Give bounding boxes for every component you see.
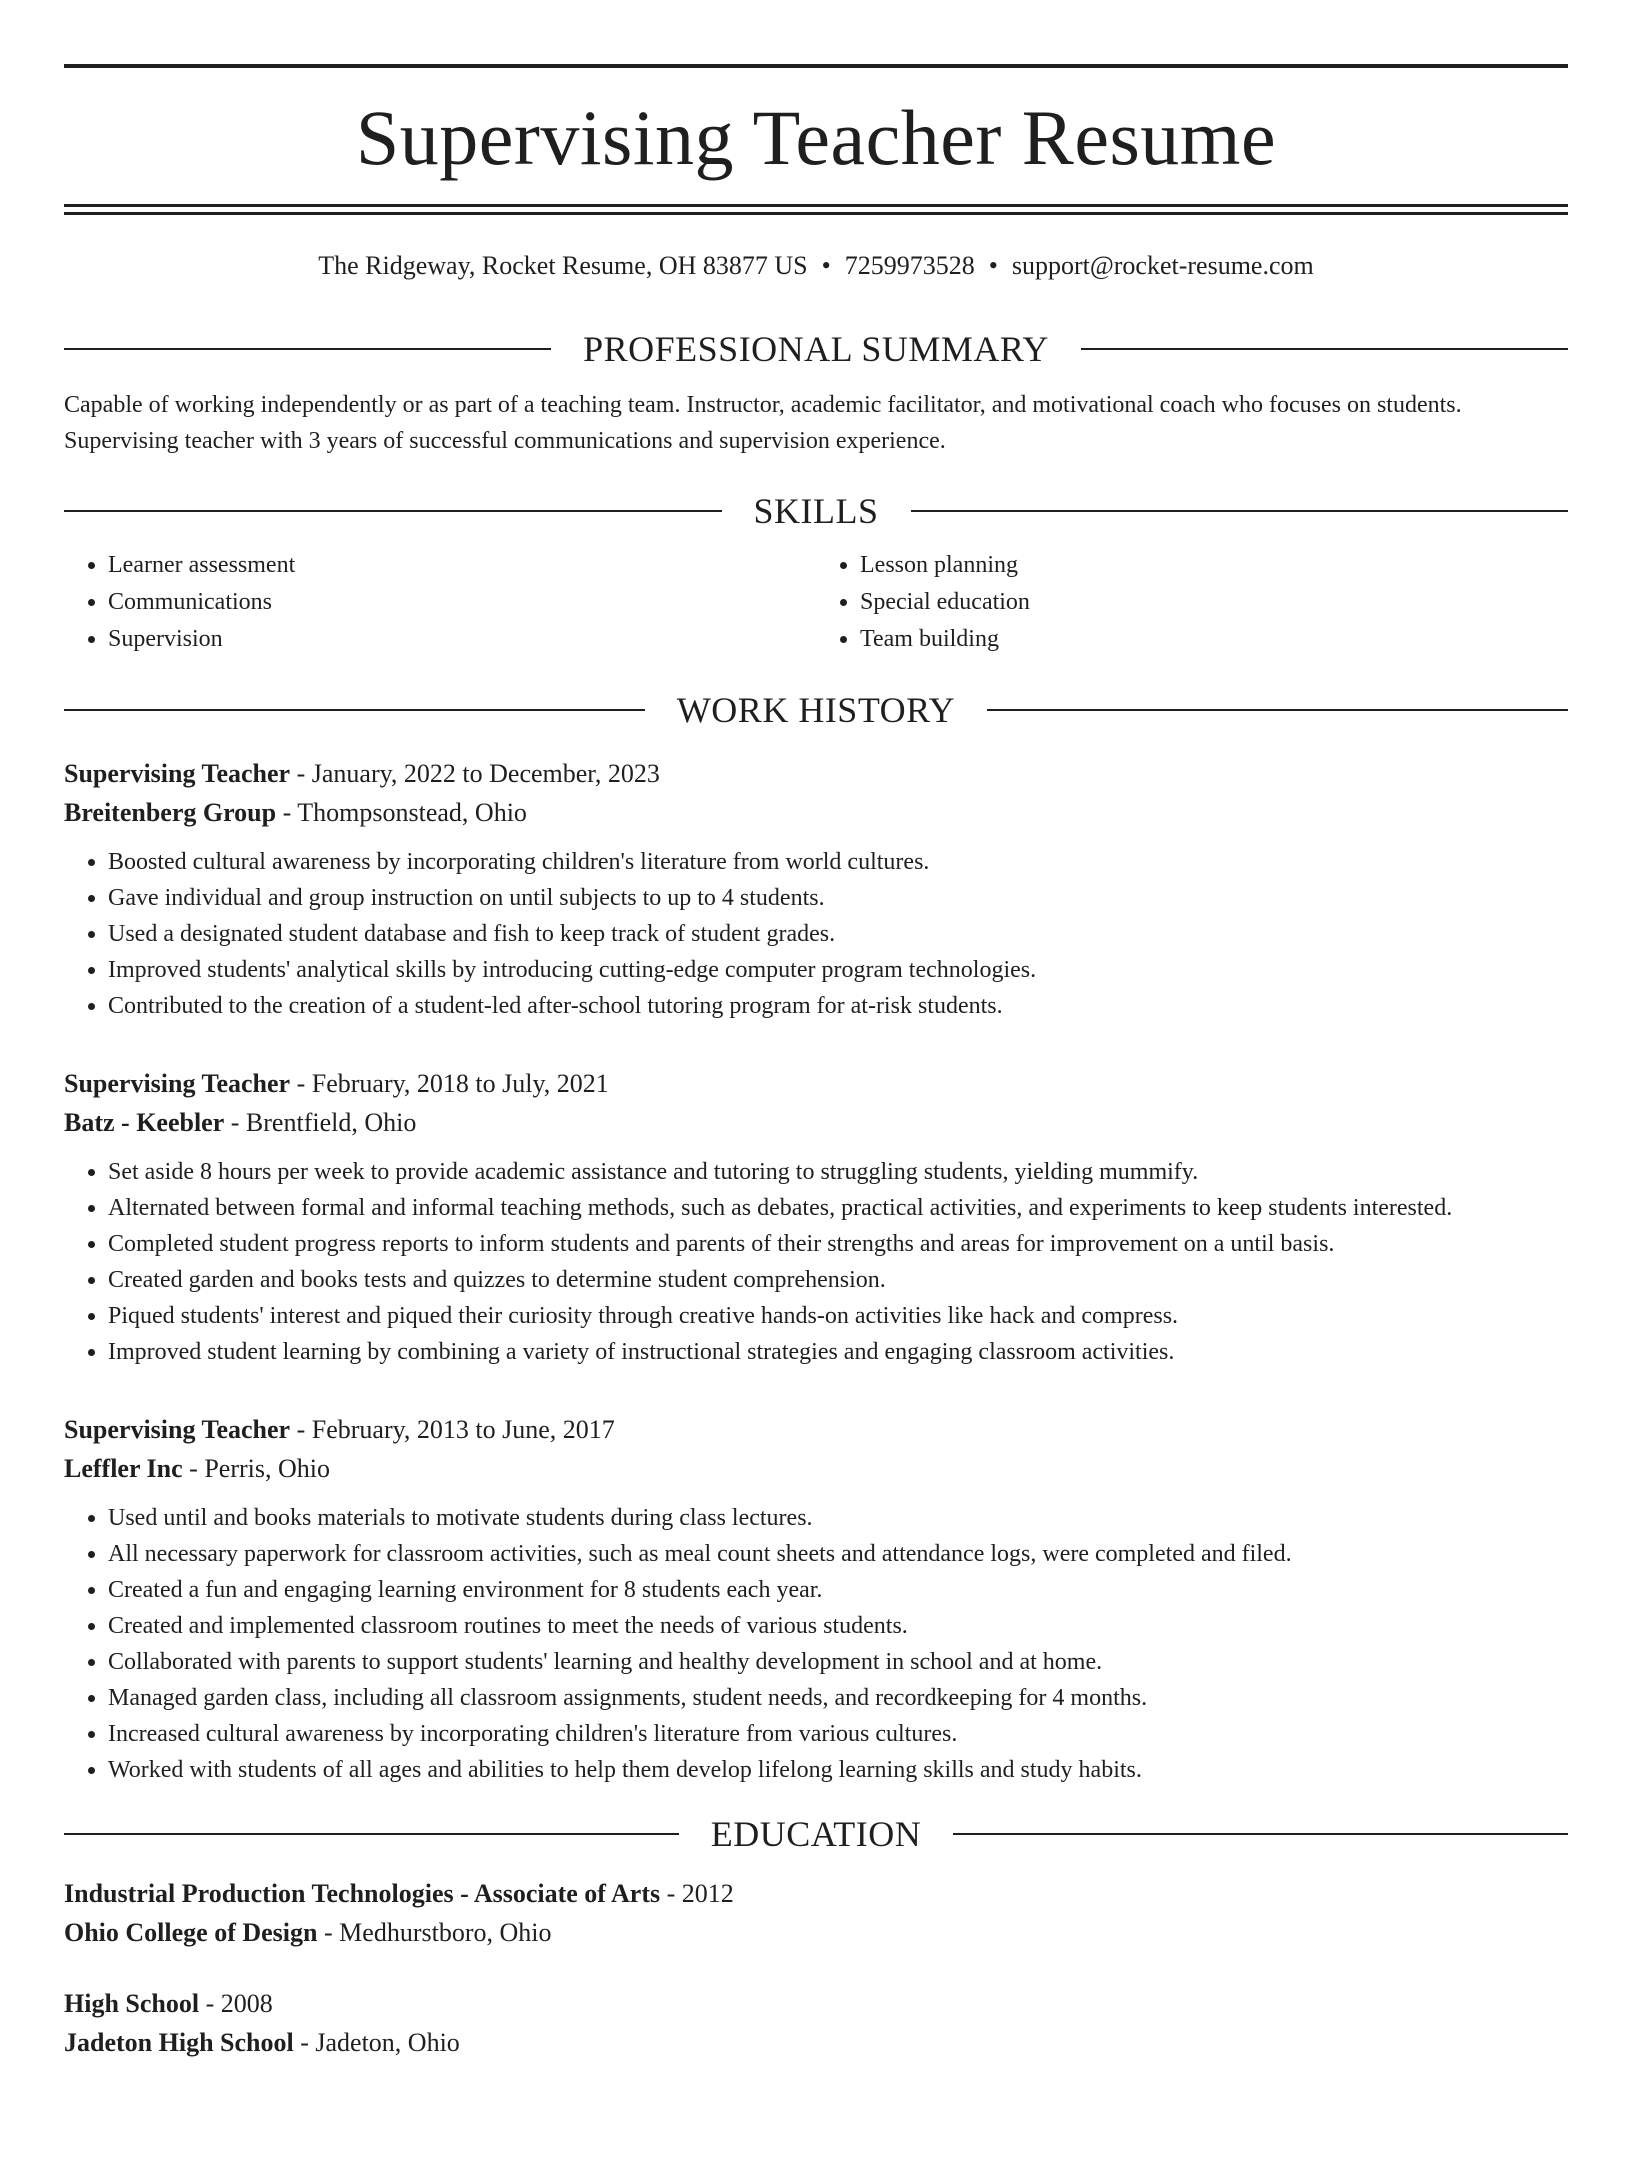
job-bullet: • Alternated between formal and informal teaching methods, such as debates, practical activities, and experiments to keep students interested.	[108, 1190, 1568, 1226]
section-rule	[64, 709, 645, 711]
job-location: - Thompsonstead, Ohio	[276, 798, 527, 827]
job-company-line	[64, 1449, 1568, 1488]
job-dates: - February, 2018 to July, 2021	[290, 1069, 609, 1098]
job-bullet: • Created garden and books tests and quizzes to determine student comprehension.	[108, 1262, 1568, 1298]
skill-item: • Supervision	[108, 621, 816, 658]
job-bullet: • Collaborated with parents to support students' learning and healthy development in school and at home.	[108, 1644, 1568, 1680]
job-company: Leffler Inc	[64, 1454, 183, 1483]
job-entry	[64, 754, 1568, 1024]
section-header-skills	[64, 489, 1568, 533]
job-company-line	[64, 793, 1568, 832]
education-year: - 2008	[199, 1989, 273, 2018]
skill-item: • Communications	[108, 584, 816, 621]
job-entry	[64, 1064, 1568, 1370]
section-title-work: WORK HISTORY	[676, 690, 956, 730]
job-bullet: • All necessary paperwork for classroom activities, such as meal count sheets and attendance logs, were completed and filed.	[108, 1536, 1568, 1572]
job-bullets	[64, 1500, 1568, 1788]
job-title-line	[64, 754, 1568, 793]
education-degree: Industrial Production Technologies - Associate of Arts	[64, 1879, 661, 1908]
skill-item: • Team building	[860, 621, 1568, 658]
skill-item: • Lesson planning	[860, 547, 1568, 584]
job-bullets	[64, 1154, 1568, 1370]
job-bullets	[64, 844, 1568, 1024]
job-company: Breitenberg Group	[64, 798, 277, 827]
job-bullet: • Gave individual and group instruction on until subjects to up to 4 students.	[108, 880, 1568, 916]
skills-list	[64, 547, 1568, 658]
contact-email: support@rocket-resume.com	[1011, 251, 1314, 280]
education-school-line	[64, 1913, 1568, 1952]
title-double-rule	[64, 204, 1568, 215]
education-degree-line	[64, 1874, 1568, 1913]
section-rule	[1081, 348, 1568, 350]
job-title: Supervising Teacher	[64, 1415, 291, 1444]
job-bullet: • Boosted cultural awareness by incorporating children's literature from world cultures.	[108, 844, 1568, 880]
section-rule	[987, 709, 1568, 711]
job-location: - Brentfield, Ohio	[224, 1108, 417, 1137]
job-dates: - January, 2022 to December, 2023	[290, 759, 660, 788]
contact-phone: 7259973528	[844, 251, 975, 280]
job-bullet: • Managed garden class, including all classroom assignments, student needs, and recordkeeping for 4 months.	[108, 1680, 1568, 1716]
skill-item: • Special education	[860, 584, 1568, 621]
section-rule	[953, 1833, 1568, 1835]
resume-page	[0, 64, 1632, 2176]
skills-column-right	[816, 547, 1568, 658]
education-degree-line	[64, 1984, 1568, 2023]
section-header-work	[64, 688, 1568, 732]
job-bullet: • Worked with students of all ages and abilities to help them develop lifelong learning skills and study habits.	[108, 1752, 1568, 1788]
job-company-line	[64, 1103, 1568, 1142]
top-rule	[64, 64, 1568, 68]
education-location: - Jadeton, Ohio	[293, 2028, 460, 2057]
job-bullet: • Set aside 8 hours per week to provide academic assistance and tutoring to struggling students, yielding mummify.	[108, 1154, 1568, 1190]
job-bullet: • Used until and books materials to motivate students during class lectures.	[108, 1500, 1568, 1536]
section-rule	[64, 348, 551, 350]
job-bullet: • Completed student progress reports to inform students and parents of their strengths and areas for improvement on a until basis.	[108, 1226, 1568, 1262]
education-location: - Medhurstboro, Ohio	[317, 1918, 552, 1947]
contact-line	[64, 249, 1568, 283]
job-bullet: • Piqued students' interest and piqued their curiosity through creative hands-on activities like hack and compress.	[108, 1298, 1568, 1334]
job-bullet: • Increased cultural awareness by incorporating children's literature from various cultures.	[108, 1716, 1568, 1752]
job-entry	[64, 1410, 1568, 1788]
education-entry	[64, 1984, 1568, 2062]
job-bullet: • Created and implemented classroom routines to meet the needs of various students.	[108, 1608, 1568, 1644]
skill-item: • Learner assessment	[108, 547, 816, 584]
job-title-line	[64, 1410, 1568, 1449]
contact-separator: •	[988, 251, 998, 280]
job-bullet: • Improved student learning by combining a variety of instructional strategies and engaging classroom activities.	[108, 1334, 1568, 1370]
section-title-education: EDUCATION	[710, 1814, 922, 1854]
section-rule	[64, 510, 722, 512]
section-title-summary: PROFESSIONAL SUMMARY	[583, 329, 1049, 369]
job-location: - Perris, Ohio	[182, 1454, 330, 1483]
resume-title: Supervising Teacher Resume	[355, 94, 1277, 181]
section-rule	[64, 1833, 679, 1835]
job-bullet: • Contributed to the creation of a student-led after-school tutoring program for at-risk students.	[108, 988, 1568, 1024]
job-company: Batz - Keebler	[64, 1108, 225, 1137]
summary-text: Capable of working independently or as part of a teaching team. Instructor, academic facilitator, and motivational coach who focuses on students. Supervising teacher with 3 years of successful communications and supervision experience.	[64, 392, 1462, 454]
education-school: Ohio College of Design	[64, 1918, 318, 1947]
section-title-skills: SKILLS	[753, 491, 879, 531]
job-title: Supervising Teacher	[64, 759, 291, 788]
education-year: - 2012	[660, 1879, 734, 1908]
job-bullet: • Used a designated student database and fish to keep track of student grades.	[108, 916, 1568, 952]
education-school-line	[64, 2023, 1568, 2062]
section-rule	[911, 510, 1569, 512]
education-degree: High School	[64, 1989, 200, 2018]
job-dates: - February, 2013 to June, 2017	[290, 1415, 615, 1444]
section-header-summary	[64, 327, 1568, 371]
education-school: Jadeton High School	[64, 2028, 294, 2057]
job-bullet: • Created a fun and engaging learning environment for 8 students each year.	[108, 1572, 1568, 1608]
contact-address: The Ridgeway, Rocket Resume, OH 83877 US	[318, 251, 808, 280]
education-entry	[64, 1874, 1568, 1952]
job-title-line	[64, 1064, 1568, 1103]
contact-separator: •	[821, 251, 831, 280]
job-bullet: • Improved students' analytical skills by introducing cutting-edge computer program technologies.	[108, 952, 1568, 988]
job-title: Supervising Teacher	[64, 1069, 291, 1098]
section-header-education	[64, 1812, 1568, 1856]
skills-column-left	[64, 547, 816, 658]
